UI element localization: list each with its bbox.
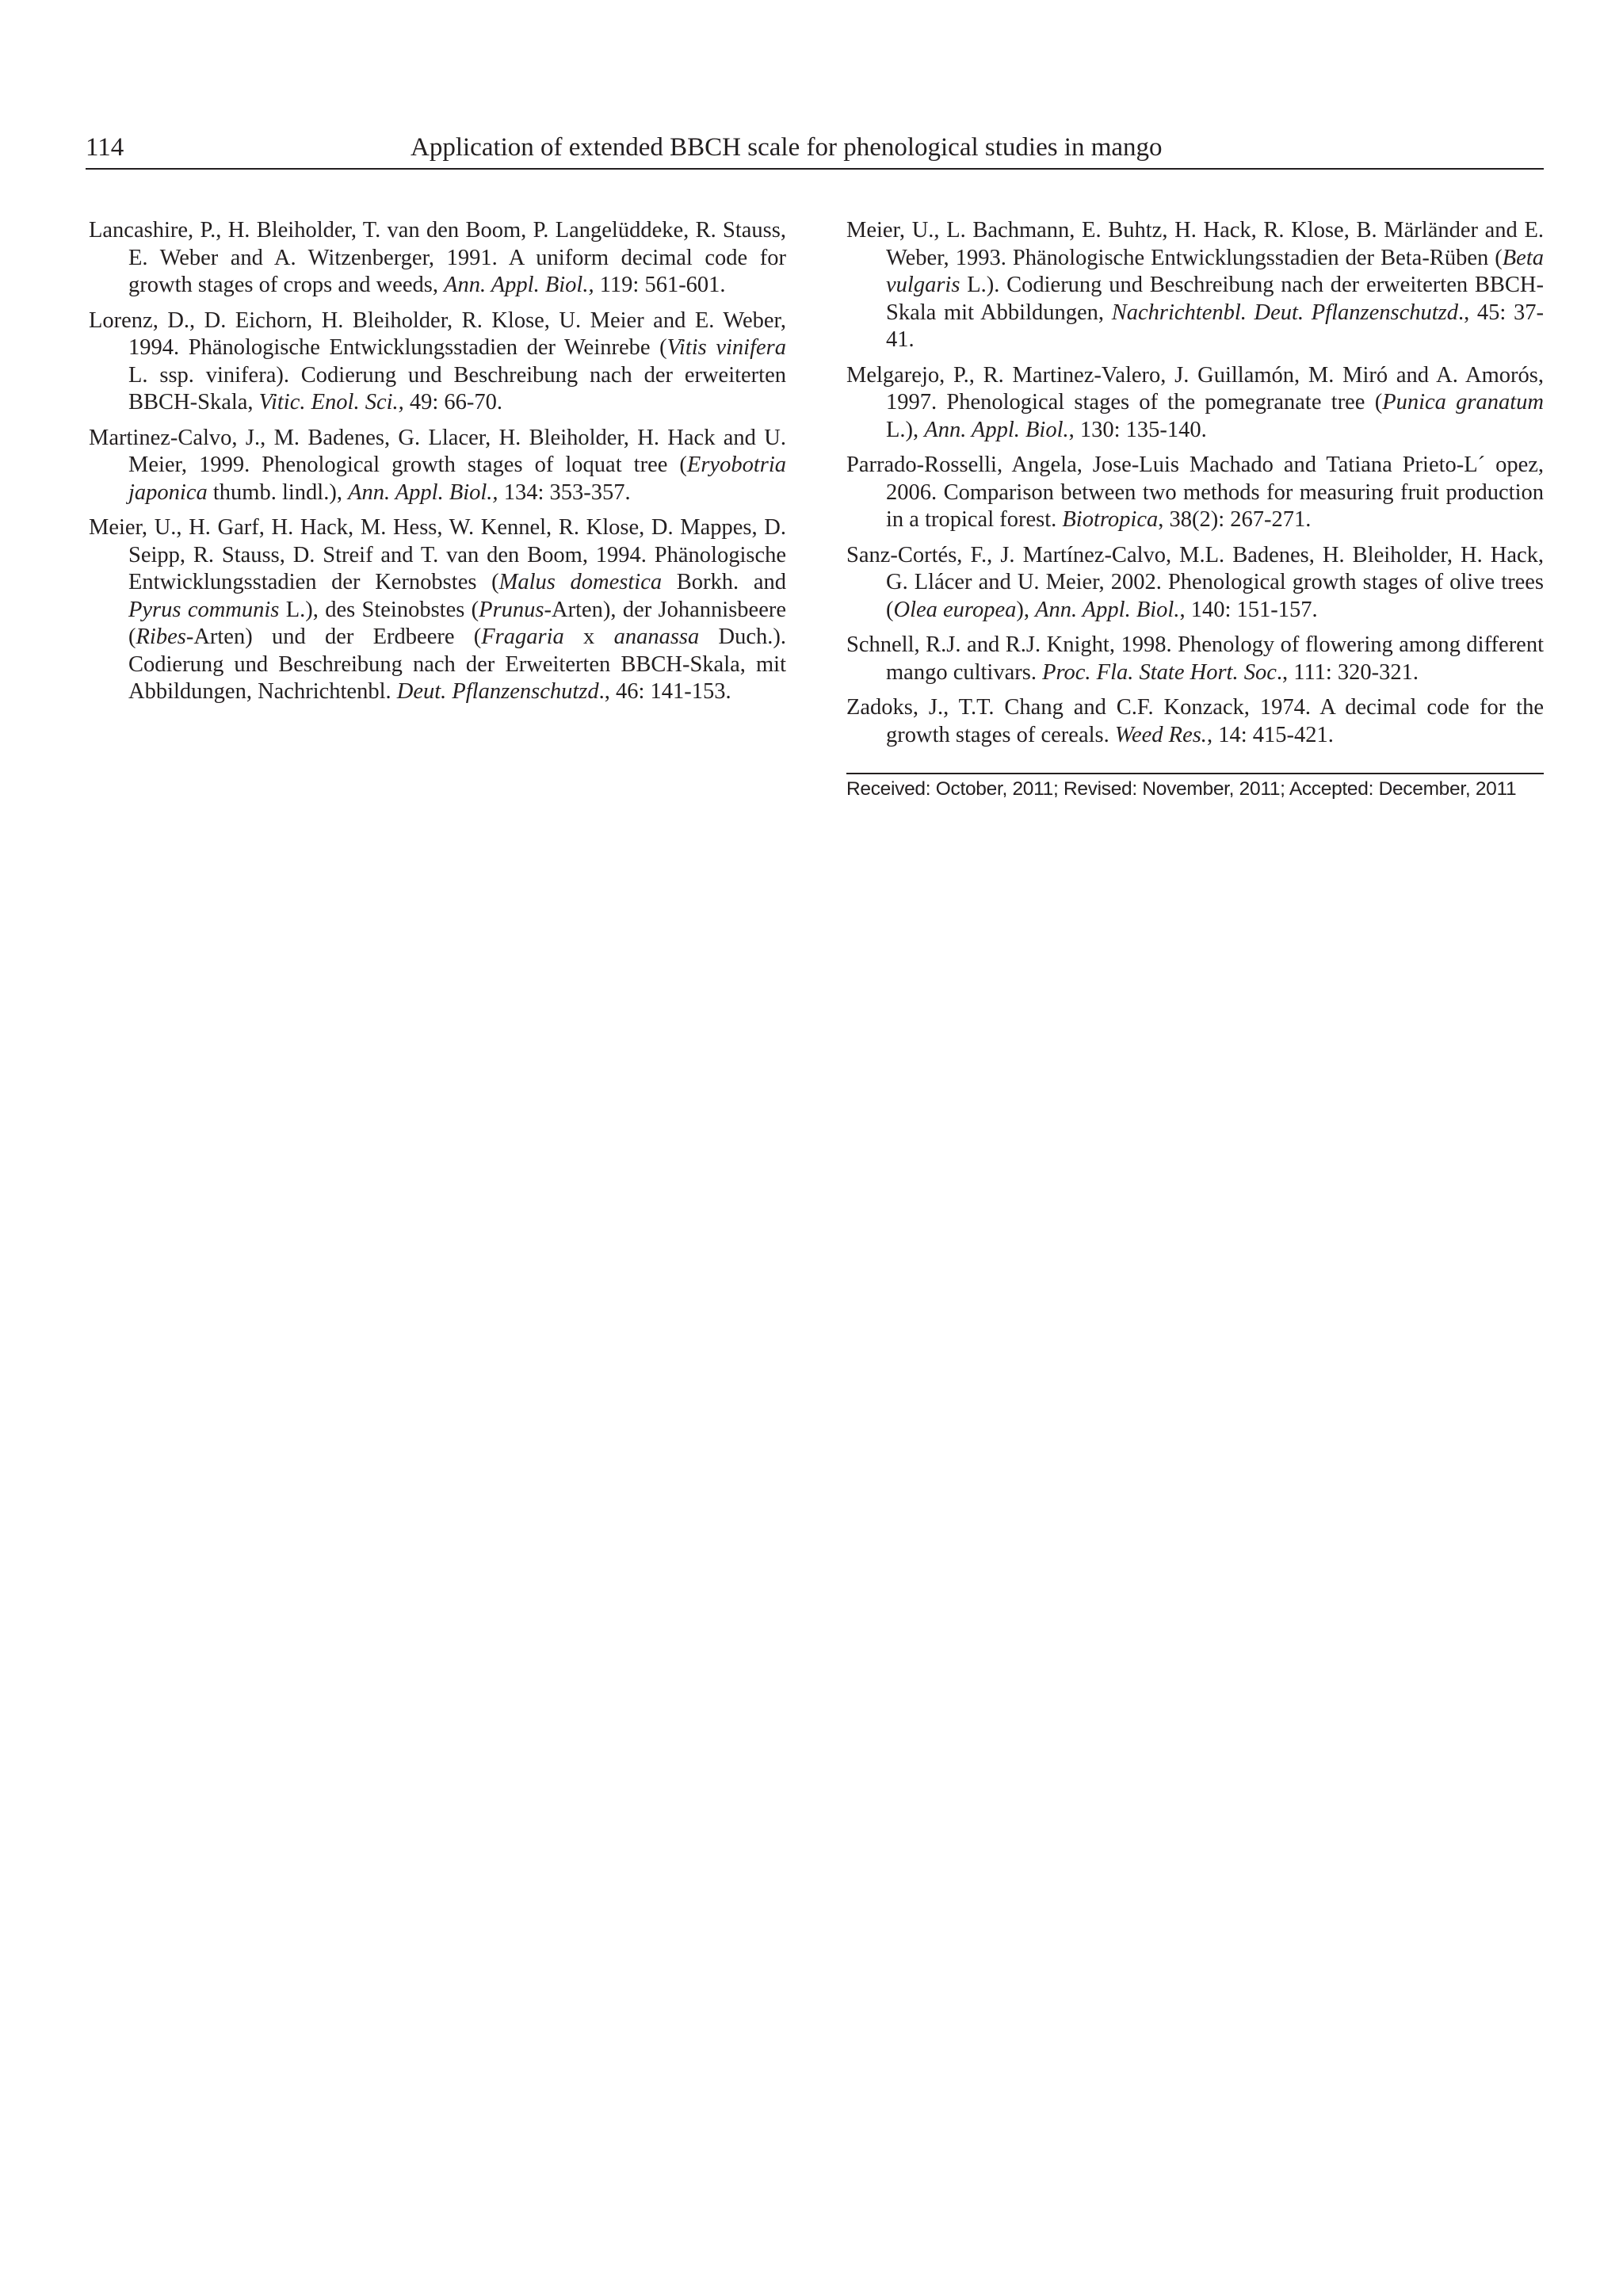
reference-item: Parrado-Rosselli, Angela, Jose-Luis Machado and Tatiana Prieto-L´ opez, 2006. Comparison between two methods for measuring fruit production in a tropical forest. Biotropica, 38(2): 267-271. <box>846 453 1544 532</box>
reference-item: Lorenz, D., D. Eichorn, H. Bleiholder, R. Klose, U. Meier and E. Weber, 1994. Phänologische Entwicklungsstadien der Weinrebe (Vitis vinifera L. ssp. vinifera). Codierung und Beschreibung nach der erweiterten BBCH-Skala, Vitic. Enol. Sci., 49: 66-70. <box>89 308 787 415</box>
article-dates: Received: October, 2011; Revised: November, 2011; Accepted: December, 2011 <box>846 773 1544 801</box>
page-number: 114 <box>86 133 124 162</box>
reference-item: Meier, U., L. Bachmann, E. Buhtz, H. Hack, R. Klose, B. Märländer and E. Weber, 1993. Phänologische Entwicklungsstadien der Beta-Rüben (Beta vulgaris L.). Codierung und Beschreibung nach der erweiterten BBCH-Skala mit Abbildungen, Nachrichtenbl. Deut. Pflanzenschutzd., 45: 37-41. <box>846 218 1544 352</box>
reference-item: Schnell, R.J. and R.J. Knight, 1998. Phenology of flowering among different mango cultivars. Proc. Fla. State Hort. Soc., 111: 320-321. <box>846 632 1544 685</box>
reference-item: Martinez-Calvo, J., M. Badenes, G. Llacer, H. Bleiholder, H. Hack and U. Meier, 1999. Phenological growth stages of loquat tree (Eryobotria japonica thumb. lindl.), Ann. Appl. Biol., 134: 353-357. <box>89 425 786 505</box>
reference-item: Meier, U., H. Garf, H. Hack, M. Hess, W. Kennel, R. Klose, D. Mappes, D. Seipp, R. Stauss, D. Streif and T. van den Boom, 1994. Phänologische Entwicklungsstadien der Kernobstes (Malus domestica Borkh. and Pyrus communis L.), des Steinobstes (Prunus-Arten), der Johannisbeere (Ribes-Arten) und der Erdbeere (Fragaria x ananassa Duch.). Codierung und Beschreibung nach der Erweiterten BBCH-Skala, mit Abbildungen, Nachrichtenbl. Deut. Pflanzenschutzd., 46: 141-153. <box>89 515 787 704</box>
running-header <box>86 132 1544 170</box>
reference-item: Melgarejo, P., R. Martinez-Valero, J. Guillamón, M. Miró and A. Amorós, 1997. Phenological stages of the pomegranate tree (Punica granatum L.), Ann. Appl. Biol., 130: 135-140. <box>846 362 1544 442</box>
references-left-column <box>89 217 786 714</box>
running-title: Application of extended BBCH scale for phenological studies in mango <box>411 133 1163 162</box>
reference-item: Sanz-Cortés, F., J. Martínez-Calvo, M.L. Badenes, H. Bleiholder, H. Hack, G. Llácer and U. Meier, 2002. Phenological growth stages of olive trees (Olea europea), Ann. Appl. Biol., 140: 151-157. <box>846 542 1544 622</box>
reference-item: Lancashire, P., H. Bleiholder, T. van den Boom, P. Langelüddeke, R. Stauss, E. Weber and A. Witzenberger, 1991. A uniform decimal code for growth stages of crops and weeds, Ann. Appl. Biol., 119: 561-601. <box>89 218 786 297</box>
reference-item: Zadoks, J., T.T. Chang and C.F. Konzack, 1974. A decimal code for the growth stages of cereals. Weed Res., 14: 415-421. <box>846 695 1544 747</box>
references-right-column <box>846 217 1544 801</box>
